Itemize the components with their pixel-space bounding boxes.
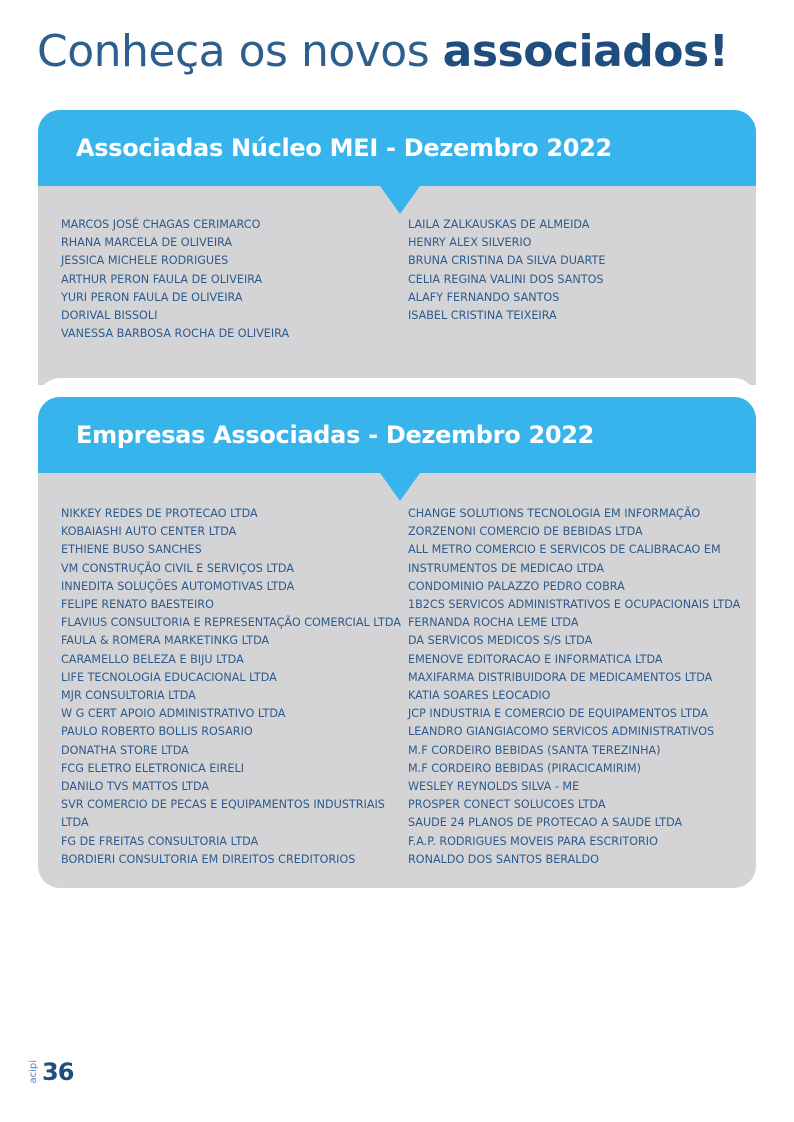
companies-card-header [38, 397, 756, 473]
list-item: SAUDE 24 PLANOS DE PROTECAO A SAUDE LTDA [408, 816, 683, 830]
list-item: FAULA & ROMERA MARKETINKG LTDA [61, 634, 270, 648]
list-item: VANESSA BARBOSA ROCHA DE OLIVEIRA [61, 327, 290, 341]
list-item: WESLEY REYNOLDS SILVA - ME [408, 780, 580, 794]
list-item: CARAMELLO BELEZA E BIJU LTDA [61, 652, 244, 666]
list-item: 1B2CS SERVICOS ADMINISTRATIVOS E OCUPACIONAIS LTDA [408, 598, 741, 612]
list-item: ISABEL CRISTINA TEIXEIRA [408, 309, 557, 323]
list-item: M.F CORDEIRO BEBIDAS (PIRACICAMIRIM) [408, 761, 641, 775]
list-item: NIKKEY REDES DE PROTECAO LTDA [61, 507, 258, 520]
list-item: MAXIFARMA DISTRIBUIDORA DE MEDICAMENTOS LTDA [408, 670, 713, 684]
list-item: BRUNA CRISTINA DA SILVA DUARTE [408, 254, 606, 268]
list-item: KOBAIASHI AUTO CENTER LTDA [61, 525, 237, 539]
list-item: PAULO ROBERTO BOLLIS ROSARIO [61, 725, 253, 739]
list-item: FCG ELETRO ELETRONICA EIRELI [61, 761, 245, 775]
list-item: FG DE FREITAS CONSULTORIA LTDA [61, 834, 259, 848]
mei-list-left [61, 216, 289, 343]
list-item: YURI PERON FAULA DE OLIVEIRA [61, 290, 243, 304]
list-item: JCP INDUSTRIA E COMERCIO DE EQUIPAMENTOS LTDA [408, 707, 709, 721]
list-item: FLAVIUS CONSULTORIA E REPRESENTAÇÃO COMERCIAL LTDA [61, 616, 401, 630]
list-item: DONATHA STORE LTDA [61, 743, 189, 757]
list-item: CHANGE SOLUTIONS TECNOLOGIA EM INFORMAÇÃO [408, 507, 701, 520]
companies-list-left [61, 505, 401, 869]
list-item: F.A.P. RODRIGUES MOVEIS PARA ESCRITORIO [408, 834, 658, 848]
list-item: LEANDRO GIANGIACOMO SERVICOS ADMINISTRATIVOS [408, 725, 715, 739]
list-item: RHANA MARCELA DE OLIVEIRA [61, 236, 233, 250]
list-item: BORDIERI CONSULTORIA EM DIREITOS CREDITORIOS [61, 852, 356, 866]
list-item: EMENOVE EDITORACAO E INFORMATICA LTDA [408, 652, 663, 666]
list-item: PROSPER CONECT SOLUCOES LTDA [408, 798, 606, 812]
list-item: MJR CONSULTORIA LTDA [61, 689, 196, 703]
list-item: LAILA ZALKAUSKAS DE ALMEIDA [408, 218, 590, 231]
list-item: HENRY ALEX SILVERIO [408, 236, 532, 250]
list-item: CONDOMINIO PALAZZO PEDRO COBRA [408, 579, 625, 593]
list-item: LTDA [61, 816, 89, 830]
list-item: VM CONSTRUÇÃO CIVIL E SERVIÇOS LTDA [61, 561, 295, 575]
list-item: DANILO TVS MATTOS LTDA [61, 780, 210, 794]
list-item: MARCOS JOSÉ CHAGAS CERIMARCO [61, 218, 261, 231]
page-title [37, 26, 728, 77]
list-item: JESSICA MICHELE RODRIGUES [61, 254, 229, 268]
mei-card-title: Associadas Núcleo MEI - Dezembro 2022 [76, 134, 612, 162]
companies-card [38, 397, 756, 888]
list-item: W G CERT APOIO ADMINISTRATIVO LTDA [61, 707, 286, 721]
list-item: KATIA SOARES LEOCADIO [408, 689, 551, 703]
list-item: ARTHUR PERON FAULA DE OLIVEIRA [61, 272, 263, 286]
list-item: FELIPE RENATO BAESTEIRO [61, 598, 214, 612]
list-item: ETHIENE BUSO SANCHES [61, 543, 202, 557]
list-item: CELIA REGINA VALINI DOS SANTOS [408, 272, 604, 286]
list-item: FERNANDA ROCHA LEME LTDA [408, 616, 579, 630]
list-item: RONALDO DOS SANTOS BERALDO [408, 852, 599, 866]
list-item: M.F CORDEIRO BEBIDAS (SANTA TEREZINHA) [408, 743, 661, 757]
mei-list-right [408, 216, 605, 325]
companies-card-title: Empresas Associadas - Dezembro 2022 [76, 421, 595, 449]
list-item: INNEDITA SOLUÇÕES AUTOMOTIVAS LTDA [61, 579, 295, 593]
mei-card-header [38, 110, 756, 186]
list-item: ALL METRO COMERCIO E SERVICOS DE CALIBRACAO EM [408, 543, 721, 557]
list-item: INSTRUMENTOS DE MEDICAO LTDA [408, 561, 605, 575]
list-item: SVR COMERCIO DE PECAS E EQUIPAMENTOS INDUSTRIAIS [61, 798, 385, 812]
page-title-bold: associados! [442, 26, 729, 77]
companies-list-right [408, 505, 740, 869]
magazine-label: acipi [28, 1060, 39, 1084]
page-number: 36 [42, 1058, 74, 1086]
list-item: ALAFY FERNANDO SANTOS [408, 290, 560, 304]
page-title-regular: Conheça os novos [37, 26, 443, 77]
list-item: DORIVAL BISSOLI [61, 309, 158, 323]
list-item: DA SERVICOS MEDICOS S/S LTDA [408, 634, 593, 648]
mei-members-card [38, 110, 756, 385]
list-item: LIFE TECNOLOGIA EDUCACIONAL LTDA [61, 670, 277, 684]
list-item: ZORZENONI COMERCIO DE BEBIDAS LTDA [408, 525, 643, 539]
